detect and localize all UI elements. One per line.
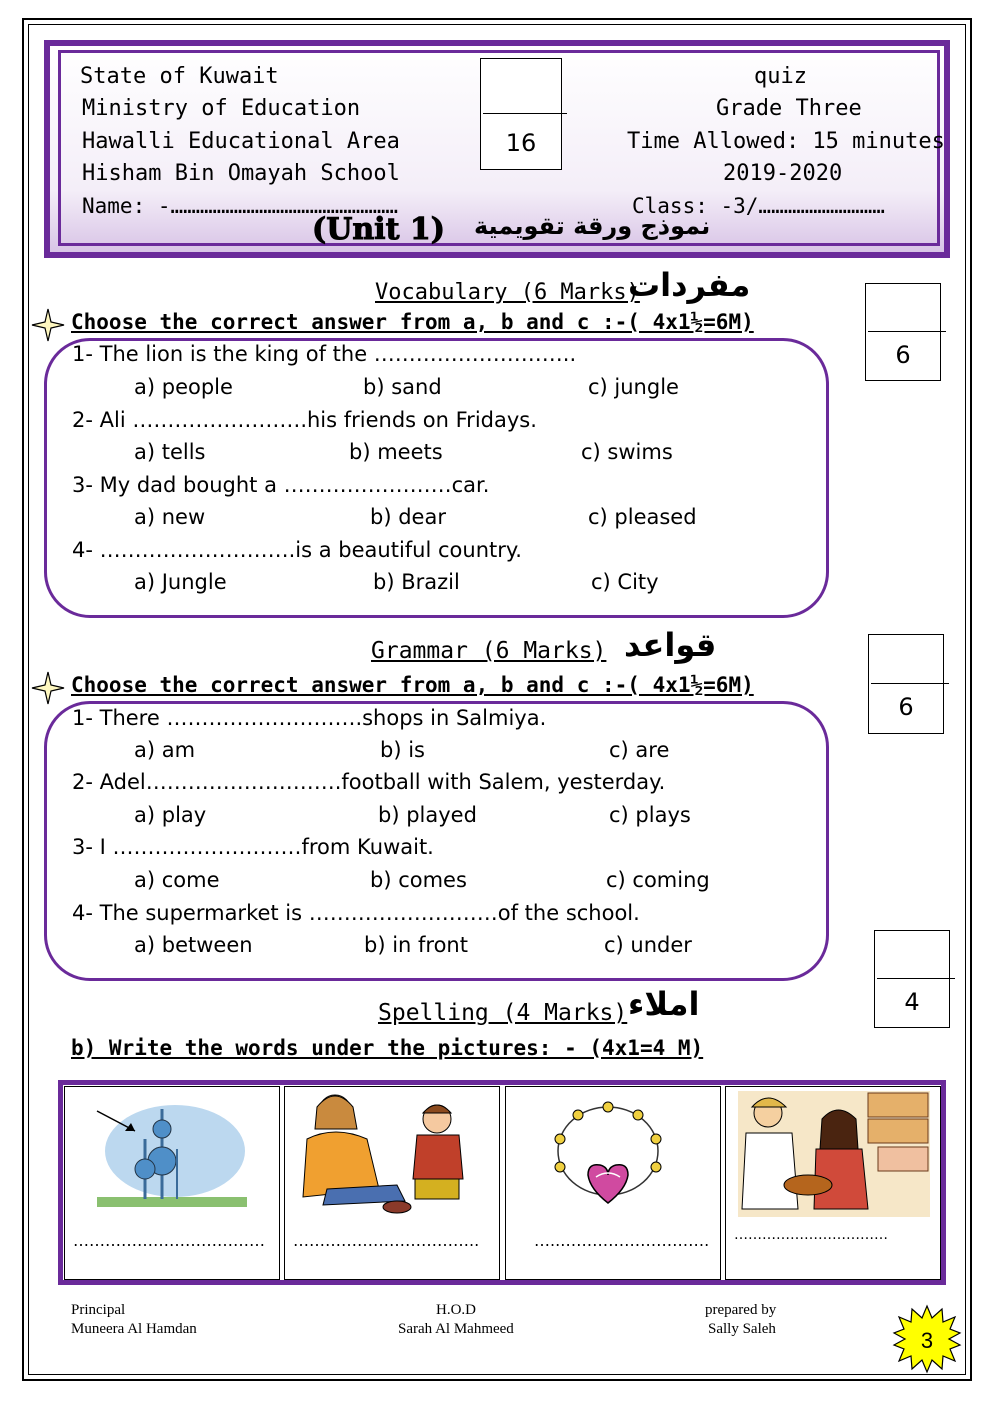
vocab-q1-option-a[interactable]: a) people	[134, 375, 233, 399]
helping-friend-picture	[287, 1089, 499, 1219]
spelling-score-box	[874, 930, 950, 1028]
vocab-q2-option-a[interactable]: a) tells	[134, 440, 206, 464]
prepared-by-name: Sally Saleh	[708, 1321, 776, 1337]
hod-role: H.O.D	[436, 1302, 476, 1318]
vocabulary-score: 6	[895, 341, 911, 369]
principal-name: Muneera Al Hamdan	[71, 1321, 197, 1337]
grammar-score: 6	[898, 693, 914, 721]
grammar-q2-option-c[interactable]: c) plays	[609, 803, 691, 827]
grammar-q3-option-a[interactable]: a) come	[134, 868, 220, 892]
grammar-question-2: 2- Adel……………………….football with Salem, yesterday.	[72, 770, 666, 794]
header-line-state: State of Kuwait	[80, 64, 279, 89]
answer-blank-3[interactable]: …..……………………….	[534, 1231, 710, 1250]
grammar-question-3: 3- I ………………………from Kuwait.	[72, 835, 434, 859]
grammar-q1-option-b[interactable]: b) is	[380, 738, 425, 762]
hod-name: Sarah Al Mahmeed	[398, 1321, 514, 1337]
grammar-q3-option-c[interactable]: c) coming	[606, 868, 710, 892]
grammar-instruction: Choose the correct answer from a, b and c :-( 4x1½=6M)	[71, 673, 754, 697]
answer-blank-2[interactable]: ……………………………..	[293, 1231, 480, 1250]
header-line-area: Hawalli Educational Area	[82, 129, 400, 154]
unit-title: (Unit 1)	[312, 212, 445, 247]
class-field[interactable]: Class: -3/…………………………	[632, 194, 885, 218]
vocab-question-3: 3- My dad bought a ……………………car.	[72, 473, 490, 497]
spelling-instruction: b) Write the words under the pictures: - (4x1=4 M)	[71, 1036, 704, 1060]
vocab-q2-option-b[interactable]: b) meets	[349, 440, 443, 464]
header-line-school: Hisham Bin Omayah School	[82, 161, 400, 186]
arabic-title: نموذج ورقة تقويمية	[474, 212, 711, 240]
grammar-arabic: قواعد	[624, 626, 717, 664]
grammar-score-box	[868, 634, 944, 734]
grammar-q4-option-c[interactable]: c) under	[604, 933, 692, 957]
vocabulary-score-box	[865, 283, 941, 381]
spelling-title: Spelling (4 Marks)	[378, 1000, 628, 1026]
grammar-q4-option-b[interactable]: b) in front	[364, 933, 468, 957]
bakery-picture	[728, 1089, 940, 1219]
principal-role: Principal	[71, 1302, 126, 1318]
vocab-q2-option-c[interactable]: c) swims	[581, 440, 673, 464]
grammar-q4-option-a[interactable]: a) between	[134, 933, 253, 957]
kuwait-towers-picture	[67, 1089, 279, 1239]
necklace-picture	[508, 1089, 720, 1229]
header-line-time: Time Allowed: 15 minutes	[627, 129, 945, 154]
header-line-quiz: quiz	[754, 64, 807, 89]
spelling-arabic: املاء	[628, 985, 700, 1023]
header-line-ministry: Ministry of Education	[82, 96, 361, 121]
vocab-q3-option-a[interactable]: a) new	[134, 505, 206, 529]
vocab-q4-option-b[interactable]: b) Brazil	[373, 570, 460, 594]
vocab-q4-option-a[interactable]: a) Jungle	[134, 570, 227, 594]
vocab-q1-option-b[interactable]: b) sand	[363, 375, 442, 399]
vocab-q3-option-b[interactable]: b) dear	[370, 505, 446, 529]
spelling-score: 4	[904, 988, 920, 1016]
grammar-question-4: 4- The supermarket is ………………………of the school.	[72, 901, 640, 925]
vocabulary-instruction: Choose the correct answer from a, b and c :-( 4x1½=6M)	[71, 310, 754, 334]
vocabulary-arabic: مفردات	[628, 266, 751, 304]
grammar-question-1: 1- There ……………………….shops in Salmiya.	[72, 706, 547, 730]
picture-cell-3	[505, 1086, 721, 1280]
grammar-title: Grammar (6 Marks)	[371, 638, 607, 664]
vocab-q4-option-c[interactable]: c) City	[591, 570, 659, 594]
prepared-by-role: prepared by	[705, 1302, 777, 1318]
header-line-grade: Grade Three	[716, 96, 862, 121]
vocab-question-1: 1- The lion is the king of the ………………………..	[72, 342, 577, 366]
vocab-question-2: 2- Ali …………………….his friends on Fridays.	[72, 408, 537, 432]
answer-blank-1[interactable]: ………………………………	[73, 1231, 265, 1250]
vocab-q1-option-c[interactable]: c) jungle	[588, 375, 679, 399]
grammar-q2-option-a[interactable]: a) play	[134, 803, 207, 827]
page-number-badge	[892, 1304, 962, 1374]
total-score: 16	[505, 129, 537, 157]
vocab-question-4: 4- ……………………….is a beautiful country.	[72, 538, 522, 562]
picture-cell-4	[725, 1086, 941, 1280]
star-icon	[30, 307, 66, 343]
grammar-q3-option-b[interactable]: b) comes	[370, 868, 467, 892]
grammar-q2-option-b[interactable]: b) played	[378, 803, 477, 827]
picture-cell-2	[284, 1086, 500, 1280]
student-name-field[interactable]: Name: -………………………………………………	[82, 194, 399, 218]
grammar-q1-option-c[interactable]: c) are	[609, 738, 670, 762]
page-number: 3	[920, 1328, 934, 1353]
star-icon	[30, 670, 66, 706]
grammar-q1-option-a[interactable]: a) am	[134, 738, 196, 762]
header-line-year: 2019-2020	[723, 161, 843, 186]
vocabulary-title: Vocabulary (6 Marks)	[375, 280, 640, 305]
vocab-q3-option-c[interactable]: c) pleased	[588, 505, 697, 529]
total-score-box	[480, 58, 562, 170]
answer-blank-4[interactable]: ……………………………	[734, 1227, 888, 1243]
picture-cell-1	[64, 1086, 280, 1280]
